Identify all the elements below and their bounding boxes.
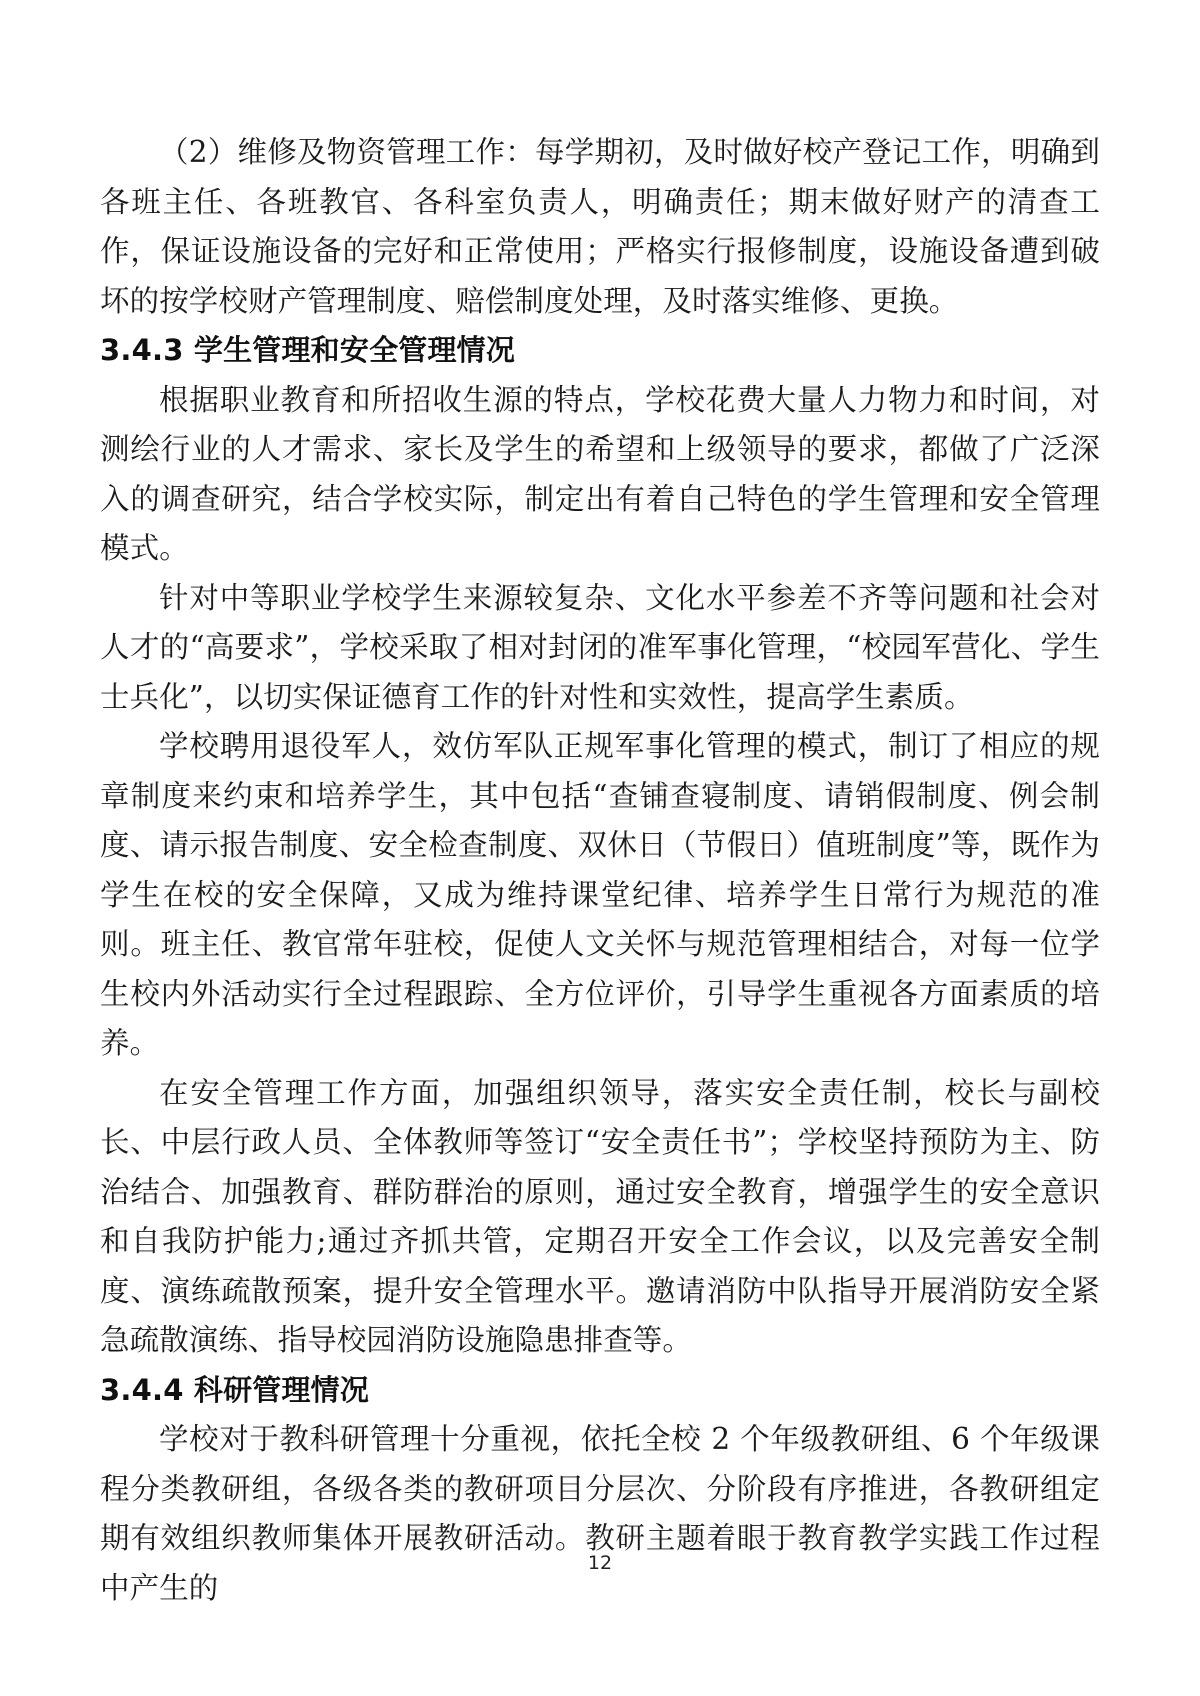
heading-student-and-safety-management: 3.4.3 学生管理和安全管理情况 [100,333,516,367]
paragraph-student-management-3: 学校聘用退役军人，效仿军队正规军事化管理的模式，制订了相应的规章制度来约束和培养学生，其中包括“查铺查寝制度、请销假制度、例会制度、请示报告制度、安全检查制度、双休日（节假日）值班制度”等，既作为学生在校的安全保障，又成为维持课堂纪律、培养学生日常行为规范的准则。班主任、教官常年驻校，促使人文关怀与规范管理相结合，对每一位学生校内外活动实行全过程跟踪、全方位评价，引导学生重视各方面素质的培养。 [100,729,1100,1060]
paragraph-maintenance: （2）维修及物资管理工作：每学期初，及时做好校产登记工作，明确到各班主任、各班教官、各科室负责人，明确责任；期末做好财产的清查工作，保证设施设备的完好和正常使用；严格实行报修制度，设施设备遭到破坏的按学校财产管理制度、赔偿制度处理，及时落实维修、更换。 [100,135,1100,318]
page-number: 12 [587,1552,613,1574]
paragraph-research-management: 学校对于教科研管理十分重视，依托全校 2 个年级教研组、6 个年级课程分类教研组，各级各类的教研项目分层次、分阶段有序推进，各教研组定期有效组织教师集体开展教研活动。教研主题着眼于教育教学实践工作过程中产生的 [100,1422,1100,1605]
page-content [100,128,1100,1613]
paragraph-safety-management: 在安全管理工作方面，加强组织领导，落实安全责任制，校长与副校长、中层行政人员、全体教师等签订“安全责任书”；学校坚持预防为主、防治结合、加强教育、群防群治的原则，通过安全教育，增强学生的安全意识和自我防护能力;通过齐抓共管，定期召开安全工作会议，以及完善安全制度、演练疏散预案，提升安全管理水平。邀请消防中队指导开展消防安全紧急疏散演练、指导校园消防设施隐患排查等。 [100,1075,1100,1357]
paragraph-student-management-2: 针对中等职业学校学生来源较复杂、文化水平参差不齐等问题和社会对人才的“高要求”，学校采取了相对封闭的准军事化管理，“校园军营化、学生士兵化”，以切实保证德育工作的针对性和实效性，提高学生素质。 [100,580,1100,714]
paragraph-student-management-1: 根据职业教育和所招收生源的特点，学校花费大量人力物力和时间，对测绘行业的人才需求、家长及学生的希望和上级领导的要求，都做了广泛深入的调查研究，结合学校实际，制定出有着自己特色的学生管理和安全管理模式。 [100,382,1100,565]
heading-research-management: 3.4.4 科研管理情况 [100,1372,370,1407]
